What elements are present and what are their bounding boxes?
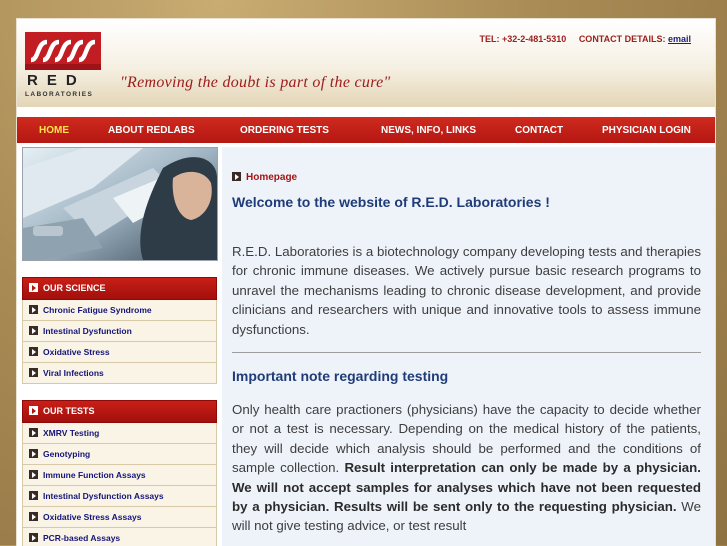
arrow-bullet-icon [29,368,38,377]
sidebar-item-pcr-based-assays[interactable]: PCR-based Assays [22,528,217,546]
content-column [232,147,701,536]
note-text-1: Only health care practioners (physicians) have the capacity to decide whether or not a test is necessary. Depending on the medical history of the patients, they will decide which analysis should be performed and the conditions of sample collection. [232,402,701,476]
sidebar-item-oxidative-stress[interactable]: Oxidative Stress [22,342,217,363]
top-navigation [17,117,715,143]
logo-text: RED [27,72,86,89]
contact-line [480,34,692,44]
logo-emblem [25,32,101,70]
arrow-bullet-icon [29,347,38,356]
our-science-menu [22,277,217,384]
arrow-bullet-icon [29,491,38,500]
sidebar-item-genotyping[interactable]: Genotyping [22,444,217,465]
sidebar-item-chronic-fatigue-syndrome[interactable]: Chronic Fatigue Syndrome [22,300,217,321]
sss-logo-icon [25,32,101,70]
note-heading: Important note regarding testing [232,368,449,385]
hero-image [22,147,218,261]
arrow-bullet-icon [232,172,241,181]
sidebar-item-viral-infections[interactable]: Viral Infections [22,363,217,384]
telephone-number: TEL: +32-2-481-5310 [479,34,567,44]
testing-note-paragraph [232,400,701,536]
note-emphasis: Result interpretation can only be made by a physician. We will not accept samples for analyses which have not been requested by a physician. Results will be sent only to the requesting physician. [232,460,701,515]
nav-contact[interactable]: CONTACT [515,125,564,136]
sidebar-item-xmrv-testing[interactable]: XMRV Testing [22,423,217,444]
nav-home[interactable]: HOME [39,125,69,136]
intro-paragraph: R.E.D. Laboratories is a biotechnology company developing tests and therapies for chronic immune diseases. We actively pursue basic research programs to unravel the mechanisms leading to chronic disease development, and provide clinicians and researchers with unique and innovative tools to assess immune dysfunctions. [232,244,701,337]
logo-subtitle: LABORATORIES [25,91,94,98]
our-tests-menu [22,400,217,546]
nav-ordering-tests[interactable]: ORDERING TESTS [240,125,329,136]
nav-news-info-links[interactable]: NEWS, INFO, LINKS [381,125,476,136]
tagline: "Removing the doubt is part of the cure" [120,74,391,91]
page [16,18,716,546]
arrow-bullet-icon [29,326,38,335]
email-link[interactable]: email [667,34,691,44]
page-title: Welcome to the website of R.E.D. Laboratories ! [232,194,550,210]
divider [232,352,701,353]
our-science-header: OUR SCIENCE [22,277,217,300]
note-text-2: We will not give testing advice, or test result [232,499,701,534]
arrow-bullet-icon [29,406,38,415]
arrow-bullet-icon [29,449,38,458]
sidebar-item-immune-function-assays[interactable]: Immune Function Assays [22,465,217,486]
contact-label: CONTACT DETAILS: [578,34,666,44]
arrow-bullet-icon [29,512,38,521]
sidebar-item-intestinal-dysfunction-assays[interactable]: Intestinal Dysfunction Assays [22,486,217,507]
breadcrumb-label: Homepage [246,172,298,183]
arrow-bullet-icon [29,533,38,542]
nav-physician-login[interactable]: PHYSICIAN LOGIN [602,125,691,136]
our-tests-header: OUR TESTS [22,400,217,423]
red-labs-logo[interactable] [25,32,103,102]
arrow-bullet-icon [29,283,38,292]
arrow-bullet-icon [29,305,38,314]
arrow-bullet-icon [29,470,38,479]
sidebar-item-oxidative-stress-assays[interactable]: Oxidative Stress Assays [22,507,217,528]
nav-about-redlabs[interactable]: ABOUT REDLABS [108,125,195,136]
main-content [222,147,715,546]
breadcrumb[interactable] [232,172,701,183]
microscope-researcher-image [23,148,217,260]
sidebar-item-intestinal-dysfunction[interactable]: Intestinal Dysfunction [22,321,217,342]
arrow-bullet-icon [29,428,38,437]
header [17,19,715,107]
sidebar [22,147,218,546]
